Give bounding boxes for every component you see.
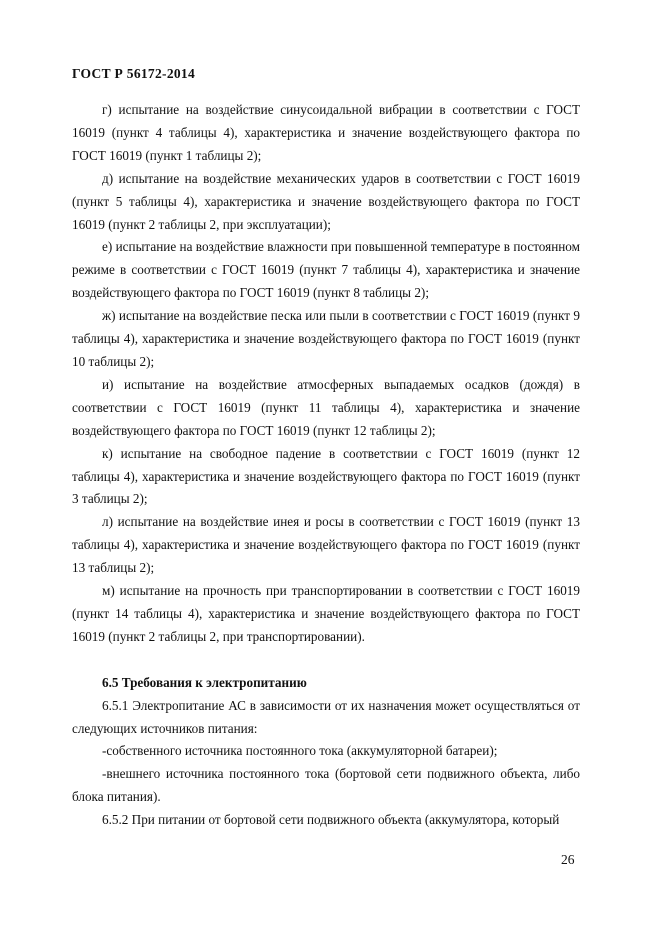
section-heading: 6.5 Требования к электропитанию bbox=[102, 674, 307, 690]
page-number: 26 bbox=[561, 852, 575, 867]
list-item-k: к) испытание на свободное падение в соответствии с ГОСТ 16019 (пункт 12 таблицы 4), характеристика и значение воздействующего фактора по ГОСТ 16019 (пункт 3 таблицы 2); bbox=[72, 445, 580, 507]
document-header: ГОСТ Р 56172-2014 bbox=[72, 66, 196, 81]
section-paragraph: 6.5.2 При питании от бортовой сети подвижного объекта (аккумулятора, который bbox=[102, 812, 560, 828]
document-body bbox=[72, 99, 580, 832]
section-paragraph: -внешнего источника постоянного тока (бортовой сети подвижного объекта, либо блока питания). bbox=[72, 766, 580, 805]
section-paragraph: 6.5.1 Электропитание АС в зависимости от их назначения может осуществляться от следующих источников питания: bbox=[72, 697, 580, 736]
list-item-i: и) испытание на воздействие атмосферных выпадаемых осадков (дождя) в соответствии с ГОСТ 16019 (пункт 11 таблицы 4), характеристика и значение воздействующего фактора по ГОСТ 16019 (пункт 12 таблицы 2); bbox=[72, 376, 580, 438]
list-item-g: г) испытание на воздействие синусоидальной вибрации в соответствии с ГОСТ 16019 (пункт 4 таблицы 4), характеристика и значение воздействующего фактора по ГОСТ 16019 (пункт 1 таблицы 2); bbox=[72, 102, 580, 163]
list-item-zh: ж) испытание на воздействие песка или пыли в соответствии с ГОСТ 16019 (пункт 9 таблицы 4), характеристика и значение воздействующего фактора по ГОСТ 16019 (пункт 10 таблицы 2); bbox=[72, 308, 580, 369]
section-paragraph: -собственного источника постоянного тока (аккумуляторной батареи); bbox=[102, 743, 498, 759]
list-item-d: д) испытание на воздействие механических ударов в соответствии с ГОСТ 16019 (пункт 5 таблицы 4), характеристика и значение воздействующего фактора по ГОСТ 16019 (пункт 2 таблицы 2, при эксплуатации); bbox=[72, 170, 580, 232]
list-item-m: м) испытание на прочность при транспортировании в соответствии с ГОСТ 16019 (пункт 14 таблицы 4), характеристика и значение воздействующего фактора по ГОСТ 16019 (пункт 2 таблицы 2, при транспортировании). bbox=[72, 583, 580, 644]
list-item-e: е) испытание на воздействие влажности при повышенной температуре в постоянном режиме в соответствии с ГОСТ 16019 (пункт 7 таблицы 4), характеристика и значение воздействующего фактора по ГОСТ 16019 (пункт 8 таблицы 2); bbox=[72, 239, 580, 301]
list-item-l: л) испытание на воздействие инея и росы в соответствии с ГОСТ 16019 (пункт 13 таблицы 4), характеристика и значение воздействующего фактора по ГОСТ 16019 (пункт 13 таблицы 2); bbox=[72, 514, 580, 576]
